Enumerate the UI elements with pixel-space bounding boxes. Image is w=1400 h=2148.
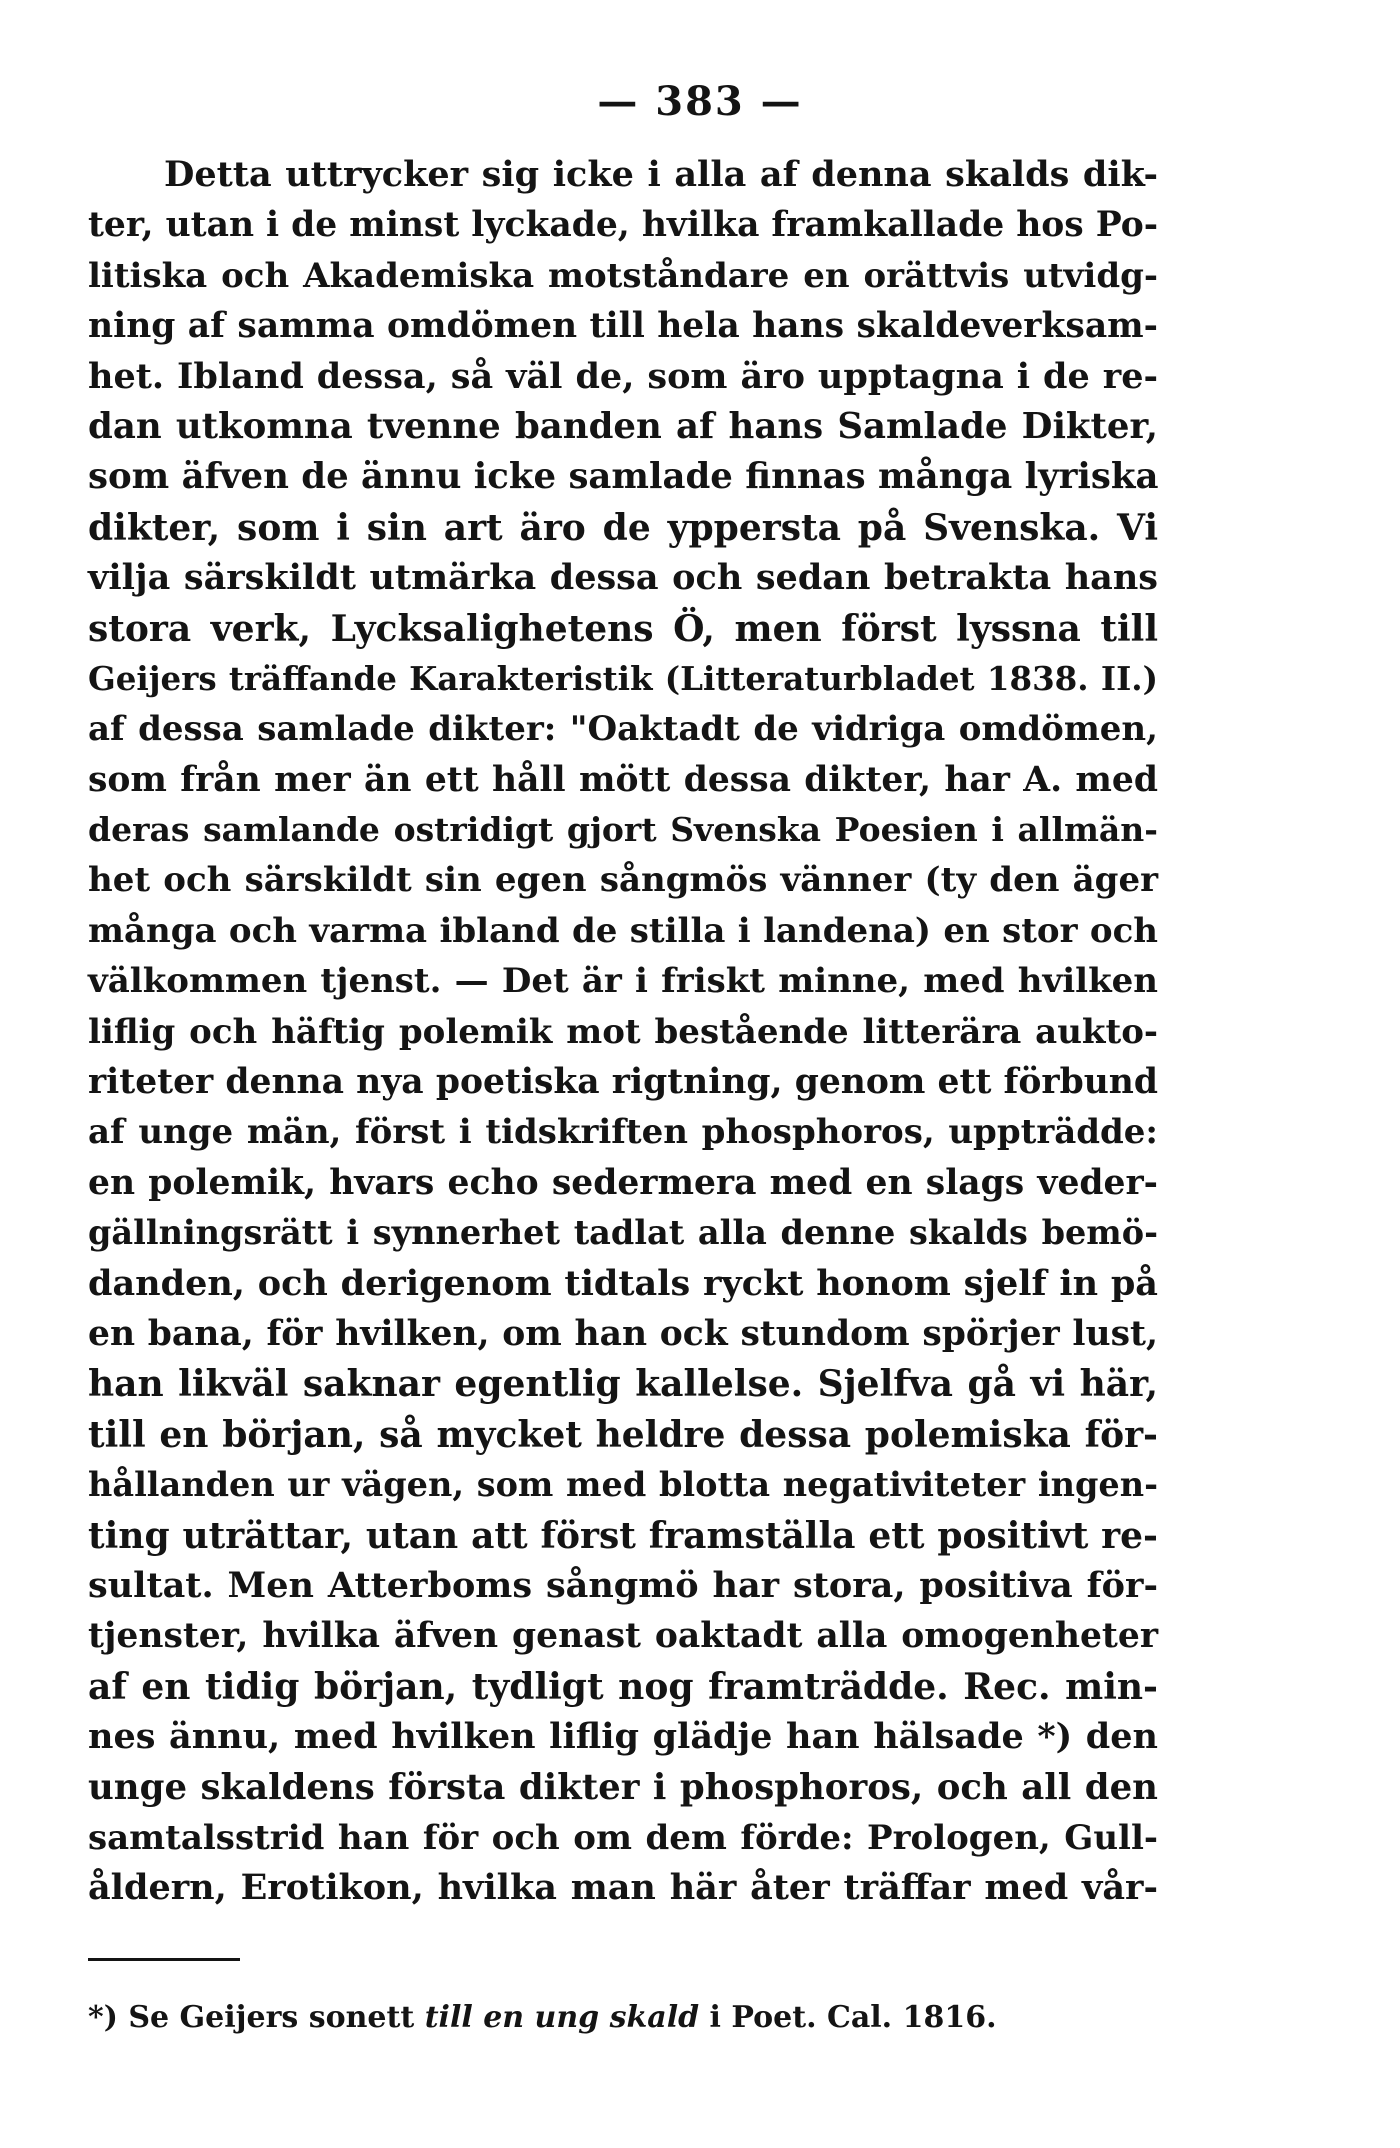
footnote-text-after: i Poet. Cal. 1816. bbox=[709, 2000, 997, 2035]
text-line: som från mer än ett håll mött dessa dikter, har A. med bbox=[88, 759, 1158, 800]
footnote bbox=[88, 2000, 997, 2035]
text-line: gällningsrätt i synnerhet tadlat alla denne skalds bemö- bbox=[88, 1213, 1158, 1253]
text-line: ter, utan i de minst lyckade, hvilka framkallade hos Po- bbox=[88, 205, 1159, 246]
text-line: riteter denna nya poetiska rigtning, genom ett förbund bbox=[88, 1062, 1158, 1103]
footnote-rule bbox=[88, 1958, 240, 1961]
text-line: åldern, Erotikon, hvilka man här åter träffar med vår- bbox=[88, 1867, 1158, 1909]
text-line: tjenster, hvilka äfven genast oaktadt alla omogenheter bbox=[88, 1616, 1158, 1657]
text-line: unge skaldens första dikter i phosphoros, och all den bbox=[88, 1766, 1158, 1808]
text-line: välkommen tjenst. — Det är i friskt minne, med hvilken bbox=[88, 961, 1158, 1002]
text-line: samtalsstrid han för och om dem förde: Prologen, Gull- bbox=[88, 1817, 1158, 1858]
text-line: dikter, som i sin art äro de yppersta på Svenska. Vi bbox=[88, 506, 1158, 549]
text-line: Detta uttrycker sig icke i alla af denna skalds dik- bbox=[164, 154, 1158, 195]
text-line: hållanden ur vägen, som med blotta negativiteter ingen- bbox=[88, 1465, 1158, 1505]
text-line: Geijers träffande Karakteristik (Litteraturbladet 1838. II.) bbox=[88, 658, 1158, 698]
text-line: liflig och häftig polemik mot bestående litterära aukto- bbox=[88, 1011, 1158, 1052]
text-line: sultat. Men Atterboms sångmö har stora, positiva för- bbox=[88, 1564, 1158, 1606]
text-line: en polemik, hvars echo sedermera med en slags veder- bbox=[88, 1162, 1158, 1203]
footnote-marker: *) bbox=[88, 2000, 118, 2035]
text-line: het. Ibland dessa, så väl de, som äro upptagna i de re- bbox=[88, 355, 1158, 397]
text-line: nes ännu, med hvilken liflig glädje han hälsade *) den bbox=[88, 1716, 1158, 1758]
text-line: många och varma ibland de stilla i landena) en stor och bbox=[88, 910, 1158, 951]
text-line: het och särskildt sin egen sångmös vänner (ty den äger bbox=[88, 860, 1158, 901]
body-text bbox=[88, 150, 1158, 1914]
footnote-text-before: Se Geijers sonett bbox=[128, 2000, 415, 2035]
text-line: af unge män, först i tidskriften phosphoros, uppträdde: bbox=[88, 1112, 1158, 1153]
text-line: af en tidig början, tydligt nog framträdde. Rec. min- bbox=[88, 1665, 1158, 1708]
text-line: till en början, så mycket heldre dessa polemiska för- bbox=[88, 1413, 1158, 1456]
text-line: vilja särskildt utmärka dessa och sedan betrakta hans bbox=[88, 557, 1158, 599]
text-line: litiska och Akademiska motståndare en orättvis utvidg- bbox=[88, 255, 1158, 296]
text-line: deras samlande ostridigt gjort Svenska Poesien i allmän- bbox=[88, 810, 1158, 850]
text-line: en bana, för hvilken, om han ock stundom spörjer lust, bbox=[88, 1313, 1158, 1354]
text-line: som äfven de ännu icke samlade finnas många lyriska bbox=[88, 456, 1159, 498]
footnote-text-italic: till en ung skald bbox=[424, 2000, 700, 2035]
text-line: dan utkomna tvenne banden af hans Samlade Dikter, bbox=[88, 405, 1158, 447]
text-line: ting uträttar, utan att först framställa ett positivt re- bbox=[88, 1514, 1158, 1557]
text-line: han likväl saknar egentlig kallelse. Sjelfva gå vi här, bbox=[88, 1363, 1158, 1406]
text-line: danden, och derigenom tidtals ryckt honom sjelf in på bbox=[88, 1262, 1158, 1304]
page-number: — 383 — bbox=[597, 78, 803, 125]
text-line: stora verk, Lycksalighetens Ö, men först lyssna till bbox=[88, 607, 1158, 650]
text-line: ning af samma omdömen till hela hans skaldeverksam- bbox=[88, 306, 1158, 347]
text-line: af dessa samlade dikter: "Oaktadt de vidriga omdömen, bbox=[88, 709, 1158, 750]
